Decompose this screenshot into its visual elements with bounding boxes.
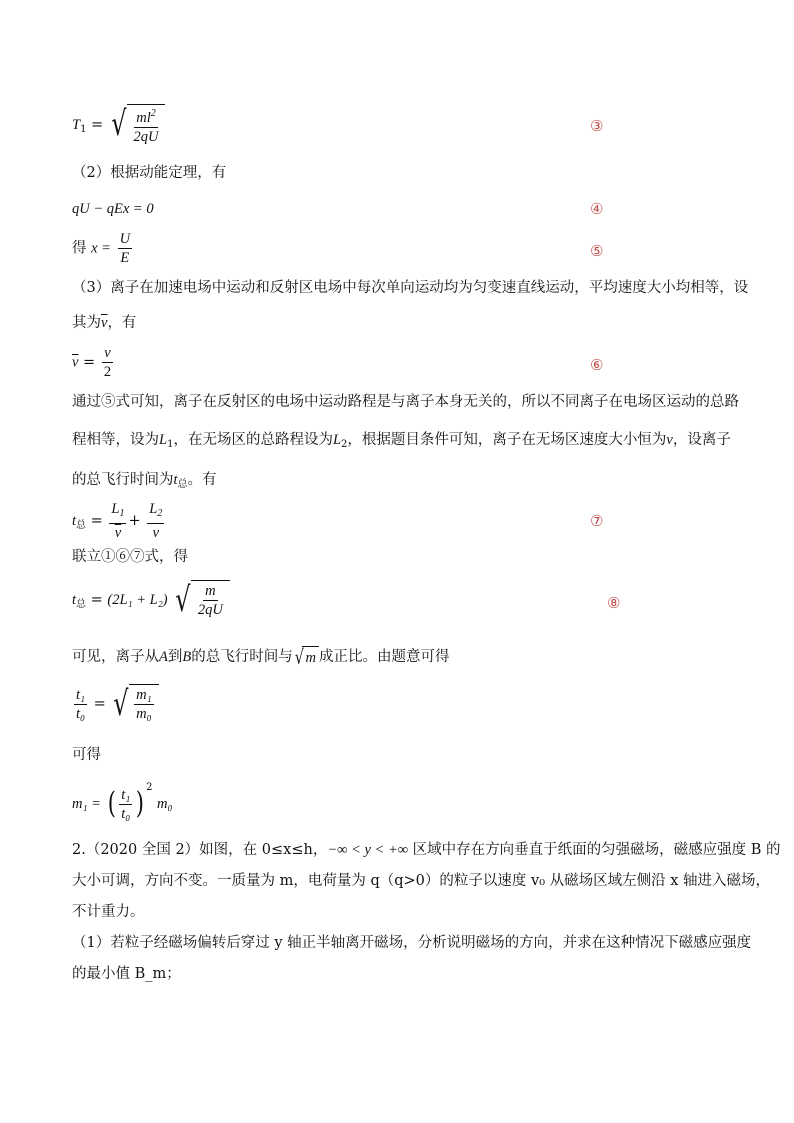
- eq7-lhs: t: [72, 513, 77, 529]
- para4-line3: [72, 470, 217, 495]
- equation-5: [72, 230, 134, 267]
- eq7-n1: L: [111, 501, 120, 517]
- p4-c: ，根据题目条件可知，离子在无场区速度大小恒为: [347, 432, 667, 448]
- eq10-rhs: m₀: [157, 796, 173, 812]
- para4-line2: 程相等，设为$L_1$，在无场区的总路程设为$L_2$，根据题目条件可知，离子在无场区速度大小恒为v，设离子: [72, 432, 731, 450]
- equation-marker-7: ⑦: [590, 512, 604, 530]
- eq5-num: U: [119, 231, 131, 247]
- equation-marker-8: ⑧: [607, 594, 621, 612]
- equation-marker-3: ③: [590, 117, 604, 135]
- eq7-d1: v: [114, 525, 122, 541]
- p4-L2: L: [332, 432, 342, 448]
- eq10-lhs: m₁ =: [72, 796, 101, 812]
- p6-b: 到: [167, 649, 183, 665]
- para7: 可得: [72, 747, 101, 763]
- p4-line3-a: 的总飞行时间为: [72, 472, 174, 488]
- eq6-lhs: $\overline{v}$: [72, 354, 79, 371]
- part3-line2: [72, 313, 136, 333]
- eq6-den: 2: [103, 364, 112, 380]
- eq7-sub: 总: [76, 520, 87, 531]
- p6-d: 成正比。由题意可得: [318, 649, 450, 665]
- eq7-n2: L: [149, 501, 158, 517]
- eq9-rd: m₀: [136, 706, 152, 722]
- q2-line1-c: 区域中存在方向垂直于纸面的匀强磁场，磁感应强度 B 的: [408, 842, 781, 858]
- equation-3: $T_1$ = √ $\frac{ml^2}{2qU}$: [72, 104, 165, 146]
- question2-sub1-line1: （1）若粒子经磁场偏转后穿过 y 轴正半轴离开磁场，分析说明磁场的方向，并求在这种情况下磁感应强度: [72, 935, 752, 951]
- eq7-d2: v: [152, 525, 159, 541]
- p3-pre: 其为: [72, 315, 101, 331]
- p6-A: A: [159, 649, 168, 665]
- eq8-num: m: [205, 583, 216, 599]
- eq6-num: v: [104, 345, 111, 361]
- para4-line1: 通过⑤式可知，离子在反射区的电场中运动路程是与离子本身无关的，所以不同离子在电场区运动的总路: [72, 394, 739, 410]
- eq3-num: ml: [136, 109, 151, 126]
- p4-a: 程相等，设为: [72, 432, 159, 448]
- p4-t: t: [173, 472, 178, 488]
- eq3-sup: 2: [150, 108, 156, 119]
- eq8-sqrt: √ $\frac{m}{2qU}$: [172, 580, 230, 620]
- eq3-den: 2qU: [133, 128, 159, 145]
- equation-6: $\overline{v}$ = $\frac{v}{2}$: [72, 345, 112, 380]
- question2-line1: [72, 840, 781, 860]
- para5: 联立①⑥⑦式，得: [72, 549, 188, 565]
- equation-7: $t_总$ = $\frac{L_1}{v}$ + $\frac{L_2}{v}$: [72, 501, 163, 541]
- p6-c: 的总飞行时间与: [191, 649, 293, 665]
- p6-B: B: [182, 649, 192, 665]
- eq8-den: 2qU: [197, 602, 223, 618]
- p3-vbar: $\overline{v}$: [101, 315, 108, 331]
- eq3-sqrt: √ $\frac{ml^2}{2qU}$: [108, 104, 166, 146]
- p4-L1: L: [159, 432, 168, 448]
- p4-b: ，在无场区的总路程设为: [173, 432, 333, 448]
- q2-line1-a: 2.（2020 全国 2）如图，在 0≤x≤h，: [72, 842, 328, 858]
- eq7-n1s: 1: [119, 508, 125, 519]
- p4-line3-b: 。有: [187, 472, 217, 488]
- p6-m: m: [302, 646, 318, 668]
- equation-8: $t_总 = (2L_1 + L_2)$ √ $\frac{m}{2qU}$: [72, 580, 230, 620]
- eq3-sub: 1: [80, 123, 87, 135]
- part3-line1: （3）离子在加速电场中运动和反射区电场中每次单向运动均为匀变速直线运动，平均速度大小均相等，设: [72, 280, 749, 296]
- eq8-paren: (2L₁ + L₂): [107, 592, 168, 608]
- part2-heading: （2）根据动能定理，有: [72, 165, 227, 181]
- equation-10: m₁ = ( $\frac{\text{t₁}}{\text{t₀}}$ ) $^2$ m₀: [72, 782, 173, 822]
- eq3-lhs: T: [72, 116, 81, 133]
- equation-marker-4: ④: [590, 200, 604, 218]
- p4-d: ，设离子: [672, 432, 731, 448]
- equation-marker-6: ⑥: [590, 356, 604, 374]
- eq9-n: t₁: [76, 686, 86, 703]
- question2-line3: 不计重力。: [72, 904, 145, 920]
- eq8-lhs: t: [72, 592, 77, 608]
- eq9-d: t₀: [76, 705, 86, 722]
- eq10-d: t₀: [121, 805, 131, 822]
- eq5-prefix: 得: [72, 240, 87, 257]
- eq10-n: t₁: [121, 786, 131, 803]
- question2-sub1-line2: 的最小值 B_m；: [72, 966, 181, 982]
- eq10-sup: 2: [146, 782, 153, 793]
- p4-v: v: [666, 432, 673, 448]
- eq8-sub: 总: [76, 599, 87, 610]
- equation-9: $\frac{\text{t₁}}{\text{t₀}}$ = √ $\frac{\text{m₁}}{\text{m₀}}$: [72, 684, 159, 724]
- eq9-sqrt: √ $\frac{\text{m₁}}{\text{m₀}}$: [110, 684, 158, 724]
- eq9-rn: m₁: [136, 687, 152, 703]
- p3-post: ，有: [107, 315, 137, 331]
- p4-t-sub: 总: [177, 479, 188, 490]
- equation-marker-5: ⑤: [590, 242, 604, 260]
- q2-line1-b: −∞ < y < +∞: [327, 842, 409, 858]
- p6-sqrt: √ m: [293, 646, 319, 668]
- eq5-lhs: x =: [91, 240, 111, 257]
- eq7-n2s: 2: [157, 508, 163, 519]
- question2-line2: 大小可调，方向不变。一质量为 m，电荷量为 q（q>0）的粒子以速度 v₀ 从磁场区域左侧沿 x 轴进入磁场，: [72, 873, 771, 889]
- equation-4: qU − qEx = 0: [72, 201, 154, 217]
- eq5-den: E: [120, 250, 130, 266]
- para6: [72, 646, 449, 668]
- p6-a: 可见，离子从: [72, 649, 159, 665]
